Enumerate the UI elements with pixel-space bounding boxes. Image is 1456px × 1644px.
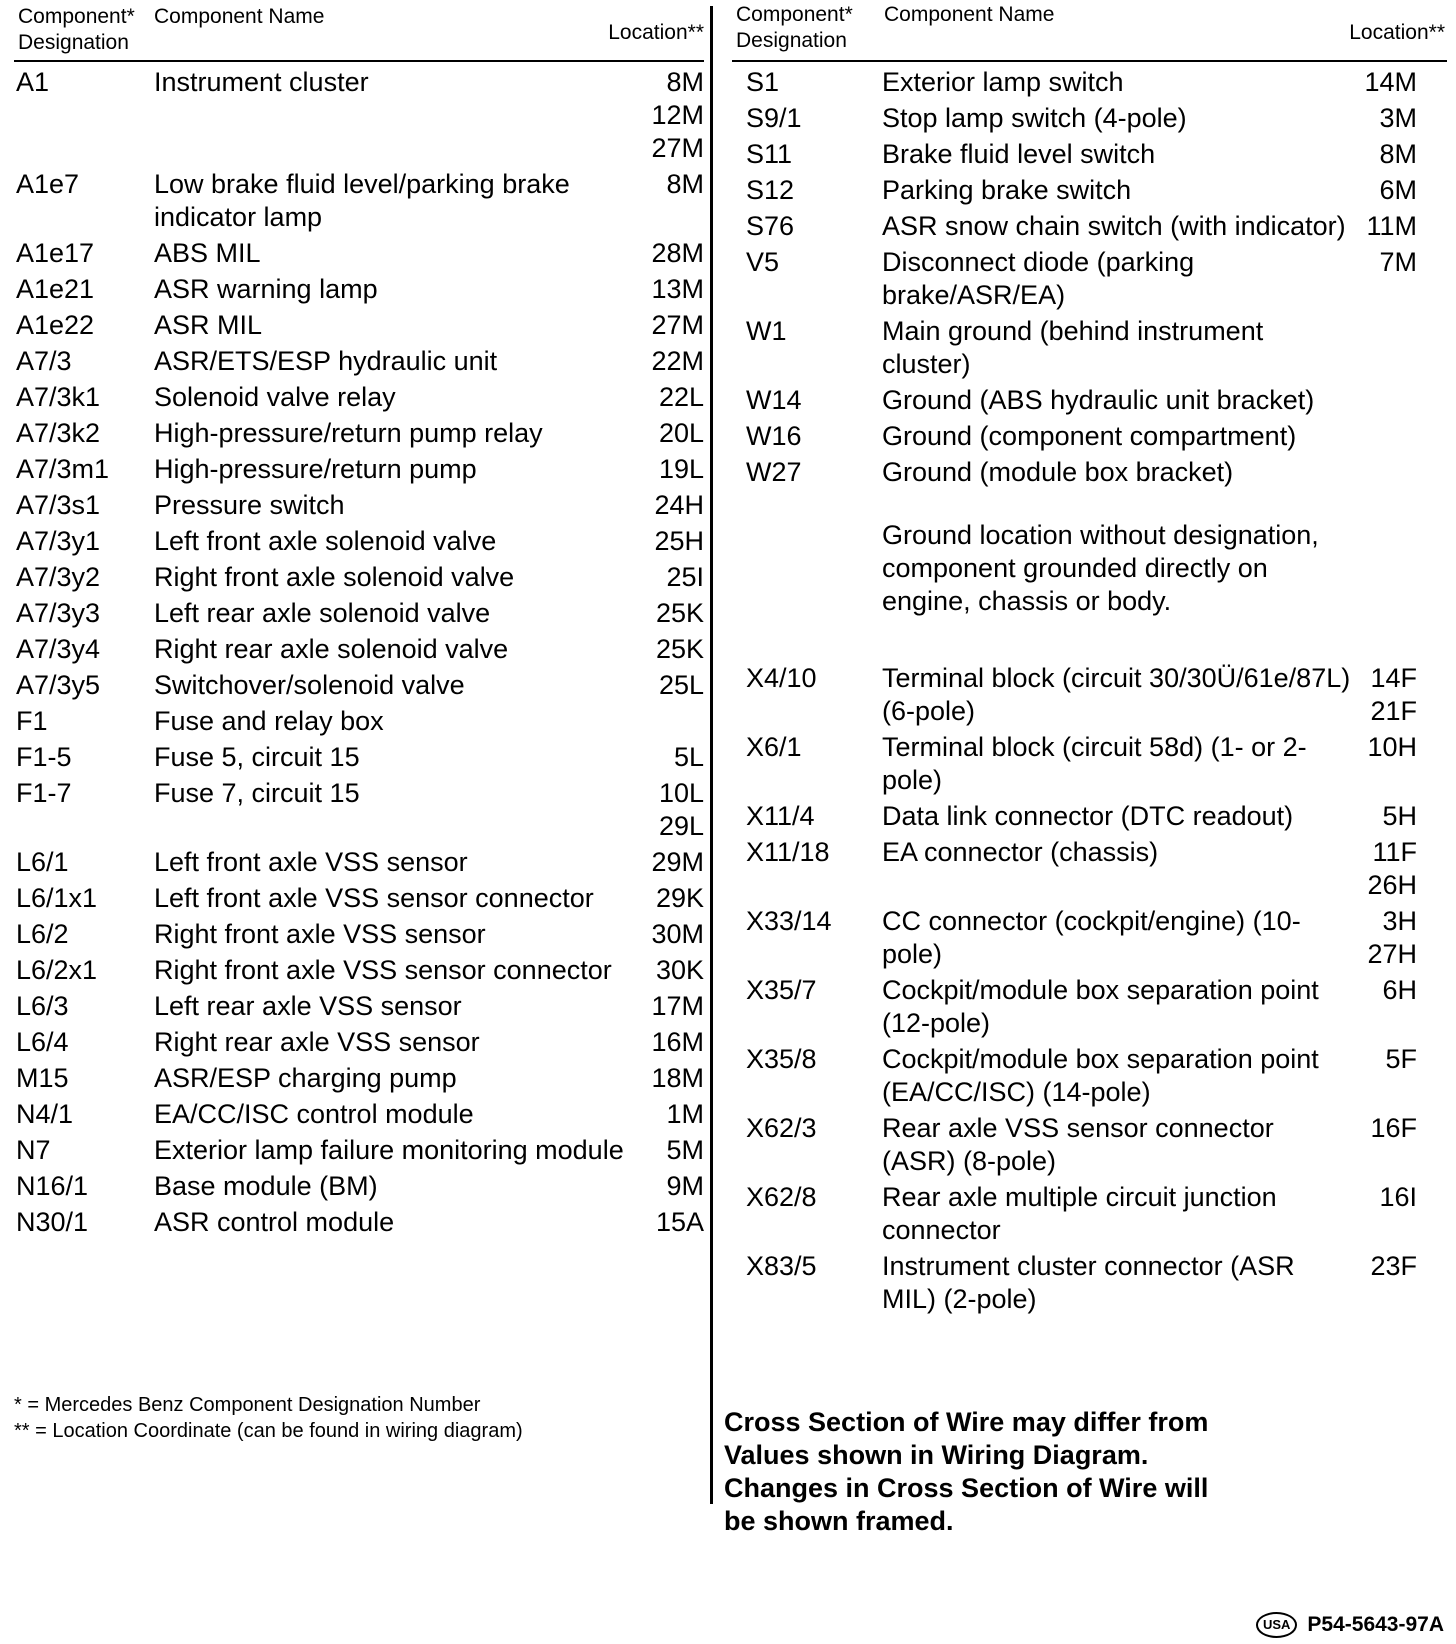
component-name: Rear axle VSS sensor connector (ASR) (8-pole) <box>882 1113 1274 1176</box>
component-name: Rear axle multiple circuit junction connector <box>882 1182 1277 1245</box>
location-coordinate: 5H <box>1382 801 1417 831</box>
table-row <box>14 1134 704 1167</box>
table-row <box>14 1098 704 1131</box>
location-coordinate: 5F <box>1385 1044 1417 1074</box>
table-row <box>14 918 704 951</box>
component-name: Brake fluid level switch <box>882 139 1156 169</box>
table-row <box>732 384 1447 417</box>
component-designation: A7/3y2 <box>16 562 101 592</box>
table-row <box>14 273 704 306</box>
component-name: Disconnect diode (parking brake/ASR/EA) <box>882 247 1195 310</box>
component-designation: X83/5 <box>746 1251 817 1281</box>
location-coordinate: 6M <box>1379 175 1417 205</box>
component-name: EA connector (chassis) <box>882 837 1159 867</box>
location-coordinates <box>659 381 704 414</box>
table-row <box>732 174 1447 207</box>
location-coordinates <box>651 273 704 306</box>
table-row <box>14 846 704 879</box>
location-coordinate: 30K <box>655 955 704 985</box>
component-designation: A7/3s1 <box>16 490 101 520</box>
location-coordinate: 5L <box>673 742 704 772</box>
component-name: ASR MIL <box>154 310 263 340</box>
location-coordinates <box>1382 800 1417 833</box>
location-coordinates <box>1382 974 1417 1007</box>
location-coordinates <box>651 309 704 342</box>
component-designation: X11/4 <box>746 801 815 831</box>
table-header <box>732 0 1447 62</box>
table-header <box>14 0 704 62</box>
component-name: ASR/ETS/ESP hydraulic unit <box>154 346 498 376</box>
table-row <box>14 417 704 450</box>
location-coordinate: 25K <box>655 598 704 628</box>
location-coordinate: 6H <box>1382 975 1417 1005</box>
component-name: Fuse and relay box <box>154 706 384 736</box>
location-coordinate: 27H <box>1367 939 1417 969</box>
location-coordinate: 20L <box>658 418 704 448</box>
component-name: Cockpit/module box separation point (EA/CC/ISC) (14-pole) <box>882 1044 1319 1107</box>
component-designation: L6/2x1 <box>16 955 98 985</box>
location-coordinates <box>1367 731 1417 764</box>
component-name: ASR control module <box>154 1207 395 1237</box>
location-header: Location** <box>608 21 704 44</box>
table-row <box>732 1112 1447 1178</box>
component-name: Left rear axle VSS sensor <box>154 991 462 1021</box>
component-designation: A1e21 <box>16 274 95 304</box>
location-coordinate: 8M <box>666 169 704 199</box>
location-coordinates <box>1385 1043 1417 1076</box>
location-coordinates <box>659 669 704 702</box>
component-designation: W1 <box>746 316 787 346</box>
location-coordinate: 10L <box>658 778 704 808</box>
component-name: Left front axle VSS sensor connector <box>154 883 594 913</box>
location-coordinate: 3H <box>1382 906 1417 936</box>
location-coordinate: 25H <box>654 526 704 556</box>
document-reference <box>1256 1612 1444 1638</box>
location-coordinate: 13M <box>651 274 704 304</box>
component-name: Ground (component compartment) <box>882 421 1297 451</box>
component-designation: X4/10 <box>746 663 817 693</box>
table-row <box>732 1250 1447 1316</box>
component-name: Instrument cluster <box>154 67 369 97</box>
location-header: Location** <box>1349 21 1445 44</box>
location-coordinate: 26H <box>1367 870 1417 900</box>
location-coordinates <box>651 990 704 1023</box>
component-designation: A1 <box>16 67 50 97</box>
table-row <box>732 836 1447 902</box>
location-coordinate: 16M <box>651 1027 704 1057</box>
table-row <box>14 168 704 234</box>
component-designation: X62/3 <box>746 1113 817 1143</box>
component-name: CC connector (cockpit/engine) (10-pole) <box>882 906 1301 969</box>
component-designation: A7/3y3 <box>16 598 101 628</box>
location-coordinates <box>1370 662 1417 728</box>
location-coordinate: 22L <box>658 382 704 412</box>
table-row <box>732 456 1447 489</box>
component-designation: A1e7 <box>16 169 80 199</box>
component-designation: A1e17 <box>16 238 95 268</box>
location-coordinate: 23F <box>1370 1251 1417 1281</box>
component-name: Pressure switch <box>154 490 345 520</box>
component-name: Ground (module box bracket) <box>882 457 1234 487</box>
location-coordinates <box>656 882 704 915</box>
component-name: ABS MIL <box>154 238 261 268</box>
location-coordinate: 9M <box>666 1171 704 1201</box>
component-designation: S76 <box>746 211 795 241</box>
table-row <box>732 315 1447 381</box>
location-coordinate: 14M <box>1364 67 1417 97</box>
location-coordinate: 25K <box>655 634 704 664</box>
component-name: Right front axle VSS sensor connector <box>154 955 612 985</box>
location-coordinates <box>666 1134 704 1167</box>
location-coordinate: 17M <box>651 991 704 1021</box>
location-coordinates <box>666 1098 704 1131</box>
location-coordinate: 16I <box>1379 1182 1417 1212</box>
location-coordinates <box>651 1026 704 1059</box>
component-name: ASR/ESP charging pump <box>154 1063 457 1093</box>
location-coordinates <box>1379 138 1417 171</box>
table-row <box>14 633 704 666</box>
location-coordinates <box>1379 102 1417 135</box>
component-name: Instrument cluster connector (ASR MIL) (2-pole) <box>882 1251 1295 1314</box>
component-name: High-pressure/return pump relay <box>154 418 543 448</box>
component-designation: S9/1 <box>746 103 802 133</box>
component-name: Parking brake switch <box>882 175 1132 205</box>
table-row <box>732 905 1447 971</box>
table-row <box>14 309 704 342</box>
location-coordinate: 12M <box>651 100 704 130</box>
location-coordinate: 25I <box>666 562 704 592</box>
location-coordinates <box>1367 905 1417 971</box>
designation-header: Component* Designation <box>18 5 135 54</box>
location-coordinate: 16F <box>1370 1113 1417 1143</box>
table-row <box>732 974 1447 1040</box>
component-designation: A7/3k2 <box>16 418 101 448</box>
component-designation: L6/3 <box>16 991 69 1021</box>
component-designation: X62/8 <box>746 1182 817 1212</box>
right-column <box>732 0 1447 1319</box>
location-coordinate: 21F <box>1370 696 1417 726</box>
location-coordinate: 30M <box>651 919 704 949</box>
location-coordinates <box>666 168 704 201</box>
location-coordinates <box>1370 1250 1417 1283</box>
table-row <box>14 777 704 843</box>
right-rows-bottom <box>732 658 1447 1316</box>
location-coordinates <box>1364 66 1417 99</box>
location-coordinates <box>656 1206 704 1239</box>
component-designation: N7 <box>16 1135 51 1165</box>
component-name: Main ground (behind instrument cluster) <box>882 316 1264 379</box>
table-row <box>732 800 1447 833</box>
location-coordinate: 19L <box>658 454 704 484</box>
component-designation: L6/2 <box>16 919 69 949</box>
location-coordinates <box>654 525 704 558</box>
location-coordinates <box>659 453 704 486</box>
component-name: Right front axle VSS sensor <box>154 919 486 949</box>
component-designation: X11/18 <box>746 837 830 867</box>
location-coordinate: 8M <box>666 67 704 97</box>
table-row <box>14 669 704 702</box>
location-coordinates <box>666 1170 704 1203</box>
component-designation: X6/1 <box>746 732 802 762</box>
component-designation: X33/14 <box>746 906 832 936</box>
location-coordinate: 1M <box>666 1099 704 1129</box>
component-name: Cockpit/module box separation point (12-pole) <box>882 975 1319 1038</box>
component-designation: F1-5 <box>16 742 72 772</box>
usa-badge: USA <box>1256 1612 1297 1638</box>
table-row <box>14 561 704 594</box>
component-name: EA/CC/ISC control module <box>154 1099 474 1129</box>
component-name: Left rear axle solenoid valve <box>154 598 491 628</box>
location-coordinates <box>1370 1112 1417 1145</box>
component-name: Terminal block (circuit 30/30Ü/61e/87L) (6-pole) <box>882 663 1351 726</box>
component-designation: V5 <box>746 247 780 277</box>
location-coordinate: 29L <box>658 811 704 841</box>
name-header: Component Name <box>154 5 325 28</box>
ground-note: Ground location without designation, component grounded directly on engine, chassis or body. <box>882 520 1319 616</box>
location-coordinates <box>1379 1181 1417 1214</box>
component-designation: S1 <box>746 67 780 97</box>
location-coordinates <box>666 561 704 594</box>
component-designation: W27 <box>746 457 802 487</box>
component-name: Right rear axle solenoid valve <box>154 634 509 664</box>
component-designation: A7/3 <box>16 346 72 376</box>
component-designation: L6/4 <box>16 1027 69 1057</box>
table-row <box>732 66 1447 99</box>
location-coordinate: 14F <box>1370 663 1417 693</box>
table-row <box>732 246 1447 312</box>
component-name: ASR warning lamp <box>154 274 378 304</box>
location-coordinate: 22M <box>651 346 704 376</box>
component-designation: F1-7 <box>16 778 72 808</box>
location-coordinates <box>651 66 704 165</box>
location-coordinate: 10H <box>1367 732 1417 762</box>
table-row <box>14 954 704 987</box>
component-name: Exterior lamp switch <box>882 67 1124 97</box>
cross-section-note <box>724 1406 1244 1538</box>
location-coordinate: 27M <box>651 310 704 340</box>
component-designation: L6/1 <box>16 847 69 877</box>
component-name: Data link connector (DTC readout) <box>882 801 1294 831</box>
component-designation: S12 <box>746 175 795 205</box>
location-coordinate: 8M <box>1379 139 1417 169</box>
location-coordinates <box>654 489 704 522</box>
table-row <box>14 1026 704 1059</box>
table-row <box>732 210 1447 243</box>
component-designation: W14 <box>746 385 802 415</box>
name-header: Component Name <box>884 3 1055 26</box>
component-name: Switchover/solenoid valve <box>154 670 465 700</box>
table-row <box>14 1062 704 1095</box>
location-coordinates <box>674 741 704 774</box>
location-coordinate: 15A <box>655 1207 704 1237</box>
component-name: Solenoid valve relay <box>154 382 396 412</box>
location-coordinates <box>651 345 704 378</box>
location-coordinates <box>659 417 704 450</box>
component-designation: S11 <box>746 139 793 169</box>
location-coordinate: 5M <box>666 1135 704 1165</box>
component-designation: X35/7 <box>746 975 817 1005</box>
table-row <box>14 882 704 915</box>
location-coordinates <box>651 846 704 879</box>
component-designation: X35/8 <box>746 1044 817 1074</box>
component-name: Fuse 7, circuit 15 <box>154 778 360 808</box>
component-designation: N30/1 <box>16 1207 89 1237</box>
column-divider <box>710 6 713 1504</box>
left-column <box>14 0 704 1242</box>
location-coordinates <box>651 918 704 951</box>
component-designation: A7/3m1 <box>16 454 110 484</box>
location-coordinates <box>651 1062 704 1095</box>
table-row <box>732 662 1447 728</box>
location-coordinates <box>1379 174 1417 207</box>
location-coordinate: 29M <box>651 847 704 877</box>
component-name: Ground (ABS hydraulic unit bracket) <box>882 385 1315 415</box>
component-name: Base module (BM) <box>154 1171 378 1201</box>
table-row <box>14 597 704 630</box>
cross-section-note-line2: Changes in Cross Section of Wire will be shown framed. <box>724 1473 1209 1536</box>
component-designation: N16/1 <box>16 1171 89 1201</box>
reference-number: P54-5643-97A <box>1307 1613 1444 1636</box>
table-row <box>14 453 704 486</box>
table-row <box>732 731 1447 797</box>
table-row <box>14 525 704 558</box>
right-rows-top <box>732 62 1447 489</box>
component-name: Right rear axle VSS sensor <box>154 1027 480 1057</box>
component-name: Stop lamp switch (4-pole) <box>882 103 1187 133</box>
designation-header: Component* Designation <box>736 3 853 52</box>
component-name: Terminal block (circuit 58d) (1- or 2-pole) <box>882 732 1307 795</box>
left-rows <box>14 62 704 1239</box>
footnote-double-star: ** = Location Coordinate (can be found in wiring diagram) <box>14 1420 523 1442</box>
component-designation: A7/3k1 <box>16 382 101 412</box>
location-coordinate: 27M <box>651 133 704 163</box>
location-coordinate: 29K <box>655 883 704 913</box>
table-row <box>732 1043 1447 1109</box>
component-name: ASR snow chain switch (with indicator) <box>882 211 1346 241</box>
location-coordinate: 3M <box>1379 103 1417 133</box>
location-coordinates <box>1379 246 1417 279</box>
component-designation: A1e22 <box>16 310 95 340</box>
location-coordinate: 24H <box>654 490 704 520</box>
component-designation: F1 <box>16 706 48 736</box>
component-designation: L6/1x1 <box>16 883 98 913</box>
cross-section-note-line1: Cross Section of Wire may differ from Values shown in Wiring Diagram. <box>724 1407 1209 1470</box>
table-row <box>732 1181 1447 1247</box>
footnote-star: * = Mercedes Benz Component Designation Number <box>14 1394 481 1416</box>
location-coordinate: 18M <box>651 1063 704 1093</box>
location-coordinates <box>656 954 704 987</box>
table-row <box>14 1206 704 1239</box>
component-designation: W16 <box>746 421 802 451</box>
location-coordinate: 7M <box>1379 247 1417 277</box>
component-name: Fuse 5, circuit 15 <box>154 742 360 772</box>
component-name: Right front axle solenoid valve <box>154 562 515 592</box>
footnotes <box>14 1392 523 1444</box>
table-row <box>14 705 704 738</box>
component-designation: N4/1 <box>16 1099 74 1129</box>
table-row <box>14 741 704 774</box>
table-row <box>14 990 704 1023</box>
table-row <box>14 237 704 270</box>
table-row <box>732 138 1447 171</box>
component-name: Left front axle solenoid valve <box>154 526 497 556</box>
location-coordinate: 11F <box>1372 837 1417 867</box>
table-row <box>14 66 704 165</box>
location-coordinates <box>656 597 704 630</box>
component-name: Exterior lamp failure monitoring module <box>154 1135 624 1165</box>
component-designation: A7/3y1 <box>16 526 101 556</box>
location-coordinates <box>651 237 704 270</box>
table-row <box>14 381 704 414</box>
location-coordinates <box>1367 836 1417 902</box>
table-row <box>14 489 704 522</box>
component-name: High-pressure/return pump <box>154 454 477 484</box>
component-designation: A7/3y4 <box>16 634 101 664</box>
location-coordinates <box>1366 210 1417 243</box>
component-designation: A7/3y5 <box>16 670 101 700</box>
component-name: Low brake fluid level/parking brake indicator lamp <box>154 169 570 232</box>
table-row <box>732 420 1447 453</box>
location-coordinates <box>656 633 704 666</box>
location-coordinate: 11M <box>1366 211 1417 241</box>
table-row <box>14 345 704 378</box>
table-row <box>732 102 1447 135</box>
table-row <box>14 1170 704 1203</box>
location-coordinate: 25L <box>658 670 704 700</box>
location-coordinates <box>659 777 704 843</box>
component-name: Left front axle VSS sensor <box>154 847 468 877</box>
component-designation: M15 <box>16 1063 69 1093</box>
location-coordinate: 28M <box>651 238 704 268</box>
